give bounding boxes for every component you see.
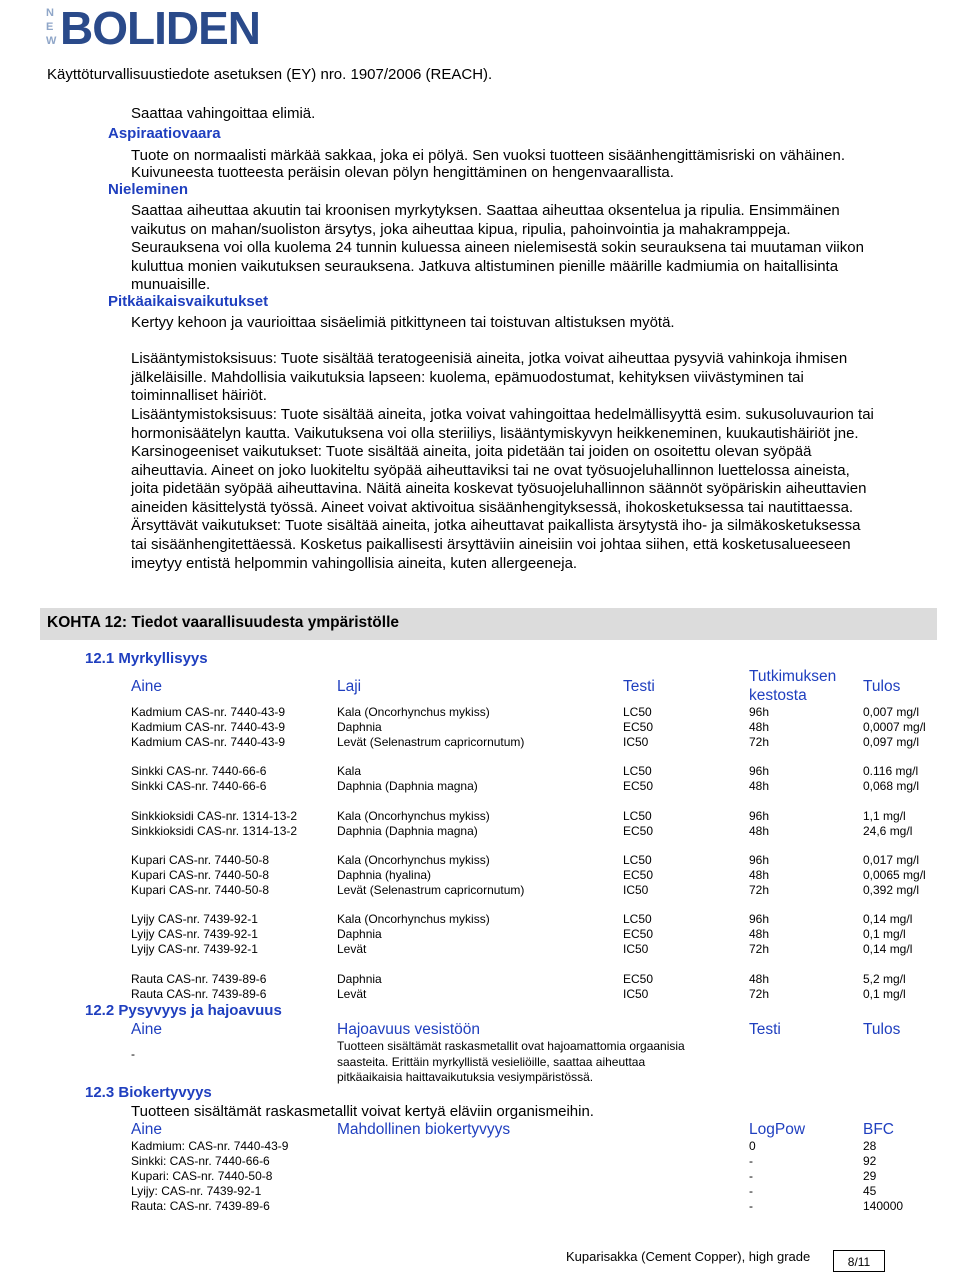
tox-cell: Kala	[337, 764, 362, 778]
tox-cell: IC50	[623, 987, 649, 1001]
tox-cell: 96h	[749, 764, 770, 778]
tox-cell: 48h	[749, 720, 770, 734]
ingestion-line-3: Seurauksena voi olla kuolema 24 tunnin kuluessa aineen nielemisestä sokin seurauksena tai muutaman viikon	[131, 239, 864, 256]
s3-header-biokertyvyys: Mahdollinen biokertyvyys	[337, 1121, 511, 1138]
s3-header-logpow: LogPow	[749, 1121, 806, 1138]
tox-cell: Daphnia (Daphnia magna)	[337, 779, 478, 793]
tox-cell: Kadmium CAS-nr. 7440-43-9	[131, 735, 286, 749]
tox-cell: Kadmium CAS-nr. 7440-43-9	[131, 720, 286, 734]
tox-cell: Sinkkioksidi CAS-nr. 1314-13-2	[131, 809, 298, 823]
aspiration-line-2: Kuivuneesta tuotteesta peräisin olevan pölyn hengittäminen on hengenvaarallista.	[131, 164, 674, 181]
bio-cell: Rauta: CAS-nr. 7439-89-6	[131, 1199, 270, 1213]
tox-cell: Kala (Oncorhynchus mykiss)	[337, 809, 490, 823]
repro-line-5: hormonisäätelyn kautta. Vaikutuksena voi olla steriiliys, lisääntymiskyvyn heikkeneminen, kuukautishäiriöt jne.	[131, 425, 859, 442]
tox-cell: Rauta CAS-nr. 7439-89-6	[131, 987, 267, 1001]
heading-chronic: Pitkäaikaisvaikutukset	[108, 293, 269, 310]
tox-cell: LC50	[623, 912, 652, 926]
tox-cell: 0,1 mg/l	[863, 927, 906, 941]
chronic-line-1: Kertyy kehoon ja vaurioittaa sisäelimiä pitkittyneen tai toistuvan altistuksen myötä.	[131, 314, 675, 331]
subsection-12-3-title: 12.3 Biokertyvyys	[85, 1084, 212, 1101]
footer-product: Kuparisakka (Cement Copper), high grade	[566, 1249, 811, 1264]
carcino-line-4: aineiden käsittelystä työssä. Aineet voivat aktivoitua sisäänhengityksessä, ihokosketuksessa tai nautittaessa.	[131, 499, 854, 516]
s1-header-laji: Laji	[337, 678, 362, 695]
tox-cell: 48h	[749, 868, 770, 882]
s3-header-aine: Aine	[131, 1121, 163, 1138]
aspiration-line-1: Tuote on normaalisti märkää sakkaa, joka ei pölyä. Sen vuoksi tuotteen sisäänhengittämisriski on vähäinen.	[131, 147, 846, 164]
tox-cell: EC50	[623, 824, 654, 838]
s2-row-line-1: Tuotteen sisältämät raskasmetallit ovat hajoamattomia orgaanisia	[337, 1039, 685, 1053]
logo-small-letter-e: E	[46, 21, 54, 33]
subsection-12-2-title: 12.2 Pysyvyys ja hajoavuus	[85, 1002, 282, 1019]
tox-cell: 0,0065 mg/l	[863, 868, 926, 882]
carcino-line-1: Karsinogeeniset vaikutukset: Tuote sisältää aineita, joita pidetään tai joiden on osoitettu olevan syöpää	[131, 443, 812, 460]
tox-cell: Sinkki CAS-nr. 7440-66-6	[131, 779, 267, 793]
tox-cell: Kupari CAS-nr. 7440-50-8	[131, 853, 270, 867]
s1-header-testi: Testi	[623, 678, 655, 695]
repro-line-3: toiminnalliset häiriöt.	[131, 387, 267, 404]
tox-cell: Kadmium CAS-nr. 7440-43-9	[131, 705, 286, 719]
bio-cell: 28	[863, 1139, 877, 1153]
tox-cell: 5,2 mg/l	[863, 972, 906, 986]
tox-cell: EC50	[623, 972, 654, 986]
tox-cell: Levät (Selenastrum capricornutum)	[337, 735, 525, 749]
tox-cell: 24,6 mg/l	[863, 824, 913, 838]
repro-line-4: Lisääntymistoksisuus: Tuote sisältää aineita, jotka voivat vahingoittaa hedelmällisyyttä esim. sukusoluvaurion tai	[131, 406, 874, 423]
tox-cell: EC50	[623, 720, 654, 734]
tox-cell: EC50	[623, 868, 654, 882]
tox-cell: 72h	[749, 883, 770, 897]
s2-header-hajoavuus: Hajoavuus vesistöön	[337, 1021, 481, 1038]
tox-cell: IC50	[623, 735, 649, 749]
logo-main-text: BOLIDEN	[60, 4, 260, 48]
tox-cell: Lyijy CAS-nr. 7439-92-1	[131, 927, 258, 941]
s2-header-aine: Aine	[131, 1021, 163, 1038]
tox-cell: LC50	[623, 809, 652, 823]
tox-cell: 0,0007 mg/l	[863, 720, 926, 734]
tox-cell: IC50	[623, 883, 649, 897]
tox-cell: Lyijy CAS-nr. 7439-92-1	[131, 942, 258, 956]
ingestion-line-5: munuaisille.	[131, 276, 211, 293]
logo-small-letter-w: W	[46, 35, 57, 47]
heading-aspiration: Aspiraatiovaara	[108, 125, 221, 142]
tox-cell: Daphnia	[337, 720, 382, 734]
tox-cell: 48h	[749, 824, 770, 838]
tox-cell: 96h	[749, 853, 770, 867]
tox-cell: Levät (Selenastrum capricornutum)	[337, 883, 525, 897]
tox-cell: Daphnia	[337, 972, 382, 986]
tox-cell: Levät	[337, 987, 367, 1001]
tox-cell: Daphnia (Daphnia magna)	[337, 824, 478, 838]
tox-cell: 0,14 mg/l	[863, 912, 913, 926]
tox-cell: 0,097 mg/l	[863, 735, 920, 749]
ingestion-line-1: Saattaa aiheuttaa akuutin tai kroonisen myrkytyksen. Saattaa aiheuttaa oksentelua ja ripulia. Ensimmäinen	[131, 202, 840, 219]
tox-cell: 72h	[749, 942, 770, 956]
document-subtitle: Käyttöturvallisuustiedote asetuksen (EY) nro. 1907/2006 (REACH).	[47, 66, 493, 83]
repro-line-2: jälkeläisille. Mahdollisia vaikutuksia lapseen: kuolema, epämuodostumat, kehityksen viivästyminen tai	[131, 369, 804, 386]
tox-cell: Kala (Oncorhynchus mykiss)	[337, 853, 490, 867]
tox-cell: 0,007 mg/l	[863, 705, 920, 719]
bio-cell: 29	[863, 1169, 877, 1183]
tox-cell: 48h	[749, 927, 770, 941]
bio-cell: Sinkki: CAS-nr. 7440-66-6	[131, 1154, 270, 1168]
carcino-line-3: joita pidetään syöpää aiheuttavina. Näitä aineita koskevat työsuojeluhallinnon säännöt syöpäriskin aiheuttavien	[131, 480, 867, 497]
tox-cell: Daphnia	[337, 927, 382, 941]
tox-cell: 48h	[749, 972, 770, 986]
tox-cell: Sinkkioksidi CAS-nr. 1314-13-2	[131, 824, 298, 838]
tox-cell: 0,017 mg/l	[863, 853, 920, 867]
bio-cell: 45	[863, 1184, 877, 1198]
boliden-logo	[46, 4, 306, 48]
bio-cell: Kupari: CAS-nr. 7440-50-8	[131, 1169, 273, 1183]
page-number: 8/11	[833, 1250, 885, 1272]
logo-small-letter-n: N	[46, 7, 54, 19]
tox-cell: 48h	[749, 779, 770, 793]
subsection-12-1-title: 12.1 Myrkyllisyys	[85, 650, 208, 667]
tox-cell: Levät	[337, 942, 367, 956]
s2-header-tulos: Tulos	[863, 1021, 901, 1038]
bio-cell: Kadmium: CAS-nr. 7440-43-9	[131, 1139, 289, 1153]
tox-cell: 0,392 mg/l	[863, 883, 920, 897]
tox-cell: 1,1 mg/l	[863, 809, 906, 823]
heading-ingestion: Nieleminen	[108, 181, 189, 198]
bio-cell: -	[749, 1184, 753, 1198]
repro-line-1: Lisääntymistoksisuus: Tuote sisältää teratogeenisiä aineita, jotka voivat aiheuttaa pysyviä vahinkoja ihmisen	[131, 350, 848, 367]
ingestion-line-4: kuluttua monien vaikutuksen seurauksena. Jatkuva altistuminen pienille määrille kadmiumia on haitallisinta	[131, 258, 839, 275]
bio-cell: -	[749, 1169, 753, 1183]
tox-cell: Lyijy CAS-nr. 7439-92-1	[131, 912, 258, 926]
tox-cell: Sinkki CAS-nr. 7440-66-6	[131, 764, 267, 778]
bio-cell: 0	[749, 1139, 756, 1153]
tox-cell: EC50	[623, 927, 654, 941]
ingestion-line-2: vaikutus on mahan/suoliston ärsytys, joka aiheuttaa kipua, ripulia, pahoinvointia ja mahakramppeja.	[131, 221, 791, 238]
tox-cell: 72h	[749, 987, 770, 1001]
s3-text: Tuotteen sisältämät raskasmetallit voivat kertyä eläviin organismeihin.	[131, 1103, 594, 1120]
tox-cell: 96h	[749, 705, 770, 719]
tox-cell: 96h	[749, 912, 770, 926]
carcino-line-2: aiheuttavia. Aineet on joko luokiteltu syöpää aiheuttaviksi tai ne ovat työsuojeluhallinnon luettelossa aineista,	[131, 462, 850, 479]
s2-row-line-2: saasteita. Erittäin myrkyllistä vesieliöille, saattaa aiheuttaa	[337, 1055, 646, 1069]
s1-header-aine: Aine	[131, 678, 163, 695]
s3-header-bfc: BFC	[863, 1121, 894, 1138]
tox-cell: LC50	[623, 764, 652, 778]
irritant-line-2: tai sisäänhengitettäessä. Kosketus paikallisesti ärsyttäviin aineisiin voi johtaa siihen, että kosketusalueeseen	[131, 536, 851, 553]
tox-cell: Kupari CAS-nr. 7440-50-8	[131, 883, 270, 897]
tox-cell: LC50	[623, 853, 652, 867]
bio-cell: Lyijy: CAS-nr. 7439-92-1	[131, 1184, 262, 1198]
s2-row-aine: -	[131, 1047, 135, 1061]
tox-cell: Kupari CAS-nr. 7440-50-8	[131, 868, 270, 882]
bio-cell: -	[749, 1154, 753, 1168]
tox-cell: 0,068 mg/l	[863, 779, 920, 793]
tox-cell: IC50	[623, 942, 649, 956]
s1-header-duration-2: kestosta	[749, 687, 807, 704]
tox-cell: 0,14 mg/l	[863, 942, 913, 956]
tox-cell: EC50	[623, 779, 654, 793]
s1-header-duration-1: Tutkimuksen	[749, 668, 837, 685]
tox-cell: Daphnia (hyalina)	[337, 868, 432, 882]
tox-cell: 0,1 mg/l	[863, 987, 906, 1001]
tox-cell: 96h	[749, 809, 770, 823]
bio-cell: 92	[863, 1154, 877, 1168]
bio-cell: -	[749, 1199, 753, 1213]
tox-cell: 0.116 mg/l	[863, 764, 919, 778]
tox-cell: Rauta CAS-nr. 7439-89-6	[131, 972, 267, 986]
bio-cell: 140000	[863, 1199, 904, 1213]
section-12-title: KOHTA 12: Tiedot vaarallisuudesta ympäristölle	[47, 614, 400, 631]
s2-row-line-3: pitkäaikaisia haittavaikutuksia vesiympäristössä.	[337, 1070, 594, 1084]
irritant-line-1: Ärsyttävät vaikutukset: Tuote sisältää aineita, jotka aiheuttavat paikallista ärsytystä iho- ja silmäkosketuksessa	[131, 517, 861, 534]
tox-cell: Kala (Oncorhynchus mykiss)	[337, 705, 490, 719]
tox-line-organs: Saattaa vahingoittaa elimiä.	[131, 105, 316, 122]
tox-cell: Kala (Oncorhynchus mykiss)	[337, 912, 490, 926]
tox-cell: 72h	[749, 735, 770, 749]
tox-cell: LC50	[623, 705, 652, 719]
s1-header-tulos: Tulos	[863, 678, 901, 695]
s2-header-testi: Testi	[749, 1021, 781, 1038]
irritant-line-3: imeytyy entistä helpommin vahingollisia aineita, kuten allergeeneja.	[131, 555, 578, 572]
